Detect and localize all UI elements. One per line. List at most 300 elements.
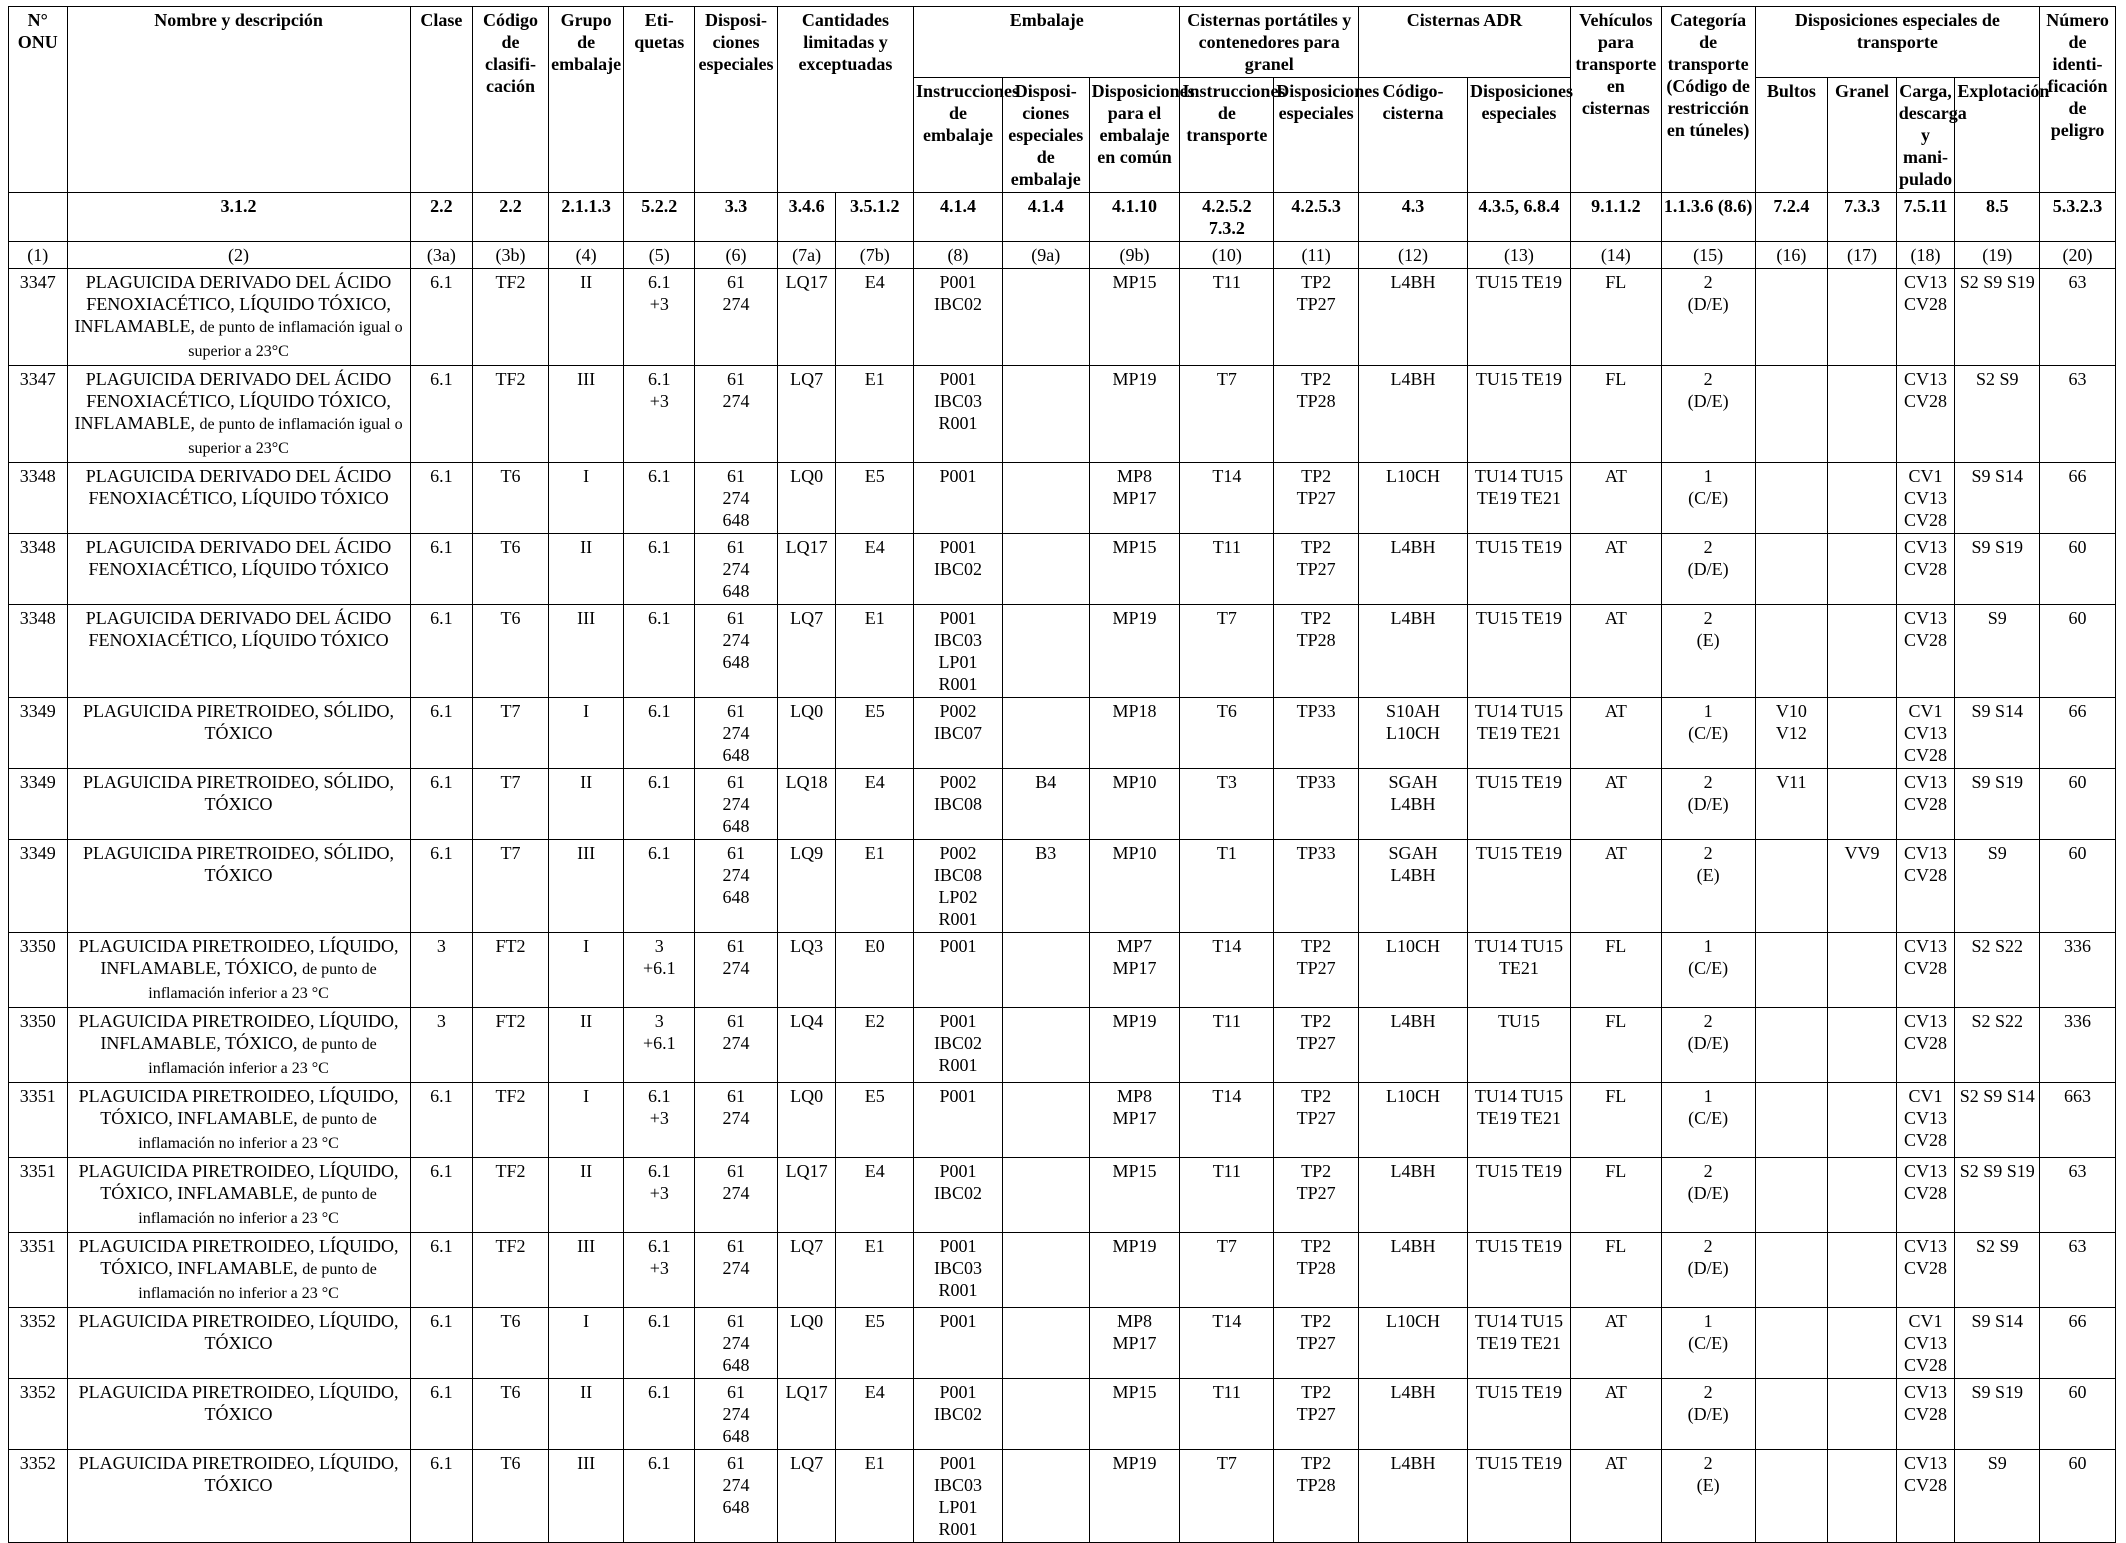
- un-number-cell: 3347: [9, 366, 68, 463]
- table-row: [9, 933, 2116, 1008]
- column-number-cell: (13): [1467, 242, 1570, 269]
- name-main: PLAGUICIDA PIRETROIDEO, SÓLIDO, TÓXICO: [83, 701, 395, 743]
- cell-c16: [1755, 269, 1828, 366]
- cell-etiq: 3 +6.1: [624, 933, 695, 1008]
- header-etiquetas: Eti-quetas: [624, 7, 695, 193]
- cell-c11: TP33: [1274, 698, 1359, 769]
- un-number-cell: 3348: [9, 463, 68, 534]
- cell-c8: P001: [914, 1083, 1003, 1158]
- column-number-cell: (19): [1955, 242, 2040, 269]
- header-codigo: Código de clasifi-cación: [473, 7, 549, 193]
- cell-c7b: E4: [836, 1158, 914, 1233]
- un-number-cell: 3349: [9, 840, 68, 933]
- cell-c18: CV13 CV28: [1896, 605, 1955, 698]
- cell-c16: V10 V12: [1755, 698, 1828, 769]
- column-number-cell: (14): [1570, 242, 1661, 269]
- table-row: [9, 1450, 2116, 1543]
- cell-c9a: B4: [1002, 769, 1089, 840]
- cell-c10: T7: [1180, 366, 1274, 463]
- header-adr-disp: Disposiciones especiales: [1467, 78, 1570, 193]
- table-row: [9, 1308, 2116, 1379]
- cell-c18: CV13 CV28: [1896, 1379, 1955, 1450]
- section-reference-row: [9, 193, 2116, 242]
- cell-c14: FL: [1570, 269, 1661, 366]
- cell-c10: T1: [1180, 840, 1274, 933]
- section-ref-cell: 7.2.4: [1755, 193, 1828, 242]
- header-emb-comun: Disposiciones para el embalaje en común: [1089, 78, 1180, 193]
- name-detail: de punto de inflamación no inferior a 23 °C: [138, 1186, 377, 1227]
- cell-c8: P001 IBC02: [914, 269, 1003, 366]
- cell-codigo: T6: [473, 534, 549, 605]
- cell-c13: TU14 TU15 TE19 TE21: [1467, 463, 1570, 534]
- cell-codigo: T6: [473, 1308, 549, 1379]
- cell-c17: [1828, 534, 1897, 605]
- cell-c20: 60: [2040, 1379, 2116, 1450]
- cell-c9b: MP15: [1089, 534, 1180, 605]
- cell-c9b: MP19: [1089, 366, 1180, 463]
- un-number-cell: 3351: [9, 1158, 68, 1233]
- cell-disp: 61 274 648: [695, 534, 778, 605]
- cell-c9b: MP19: [1089, 1450, 1180, 1543]
- cell-c19: S9 S14: [1955, 463, 2040, 534]
- cell-c8: P001: [914, 463, 1003, 534]
- table-row: [9, 698, 2116, 769]
- cell-c14: AT: [1570, 1308, 1661, 1379]
- cell-c8: P001 IBC03 R001: [914, 1233, 1003, 1308]
- name-main: PLAGUICIDA DERIVADO DEL ÁCIDO FENOXIACÉTICO, LÍQUIDO TÓXICO, INFLAMABLE,: [74, 369, 392, 433]
- cell-codigo: TF2: [473, 366, 549, 463]
- cell-c15: 2 (D/E): [1661, 366, 1755, 463]
- header-cantidades: Cantidades limitadas y exceptuadas: [777, 7, 913, 193]
- cell-c20: 66: [2040, 1308, 2116, 1379]
- header-vehiculos: Vehículos para transporte en cisternas: [1570, 7, 1661, 193]
- name-main: PLAGUICIDA PIRETROIDEO, SÓLIDO, TÓXICO: [83, 843, 395, 885]
- cell-codigo: T6: [473, 1379, 549, 1450]
- cell-c9b: MP10: [1089, 769, 1180, 840]
- cell-c11: TP2 TP28: [1274, 1450, 1359, 1543]
- cell-clase: 6.1: [410, 1308, 473, 1379]
- cell-grupo: II: [548, 534, 624, 605]
- cell-c7a: LQ17: [777, 269, 836, 366]
- cell-c19: S2 S9 S19: [1955, 1158, 2040, 1233]
- cell-c14: AT: [1570, 1379, 1661, 1450]
- header-explotacion: Explotación: [1955, 78, 2040, 193]
- name-cell: [67, 1158, 410, 1233]
- column-number-cell: (3b): [473, 242, 549, 269]
- cell-clase: 6.1: [410, 605, 473, 698]
- cell-c9a: [1002, 366, 1089, 463]
- cell-c15: 2 (D/E): [1661, 269, 1755, 366]
- cell-codigo: TF2: [473, 1233, 549, 1308]
- cell-codigo: FT2: [473, 1008, 549, 1083]
- cell-etiq: 6.1: [624, 534, 695, 605]
- cell-disp: 61 274 648: [695, 1379, 778, 1450]
- cell-c16: [1755, 1450, 1828, 1543]
- cell-c10: T6: [1180, 698, 1274, 769]
- cell-c19: S9 S19: [1955, 1379, 2040, 1450]
- column-number-cell: (9b): [1089, 242, 1180, 269]
- cell-c7a: LQ3: [777, 933, 836, 1008]
- cell-grupo: II: [548, 1008, 624, 1083]
- cell-c14: FL: [1570, 366, 1661, 463]
- cell-c7a: LQ7: [777, 366, 836, 463]
- cell-c9b: MP7 MP17: [1089, 933, 1180, 1008]
- cell-c19: S9 S19: [1955, 534, 2040, 605]
- cell-clase: 6.1: [410, 366, 473, 463]
- cell-c20: 60: [2040, 534, 2116, 605]
- cell-c15: 1 (C/E): [1661, 463, 1755, 534]
- cell-disp: 61 274 648: [695, 840, 778, 933]
- header-bultos: Bultos: [1755, 78, 1828, 193]
- cell-c19: S2 S22: [1955, 933, 2040, 1008]
- cell-c15: 2 (D/E): [1661, 1233, 1755, 1308]
- cell-c20: 663: [2040, 1083, 2116, 1158]
- cell-c14: FL: [1570, 1008, 1661, 1083]
- cell-c20: 336: [2040, 933, 2116, 1008]
- section-ref-cell: 5.3.2.3: [2040, 193, 2116, 242]
- table-row: [9, 769, 2116, 840]
- cell-c7a: LQ0: [777, 1308, 836, 1379]
- section-ref-cell: 4.3: [1359, 193, 1468, 242]
- section-ref-cell: 7.5.11: [1896, 193, 1955, 242]
- cell-c15: 2 (D/E): [1661, 769, 1755, 840]
- un-number-cell: 3350: [9, 933, 68, 1008]
- cell-clase: 6.1: [410, 1083, 473, 1158]
- section-ref-cell: 2.2: [410, 193, 473, 242]
- cell-etiq: 6.1: [624, 1379, 695, 1450]
- cell-c7a: LQ17: [777, 534, 836, 605]
- name-detail: de punto de inflamación no inferior a 23 °C: [138, 1261, 377, 1302]
- table-row: [9, 534, 2116, 605]
- cell-c12: L4BH: [1359, 269, 1468, 366]
- cell-c18: CV13 CV28: [1896, 769, 1955, 840]
- header-disp-transporte: Disposiciones especiales de transporte: [1755, 7, 2040, 78]
- name-main: PLAGUICIDA PIRETROIDEO, LÍQUIDO, TÓXICO, INFLAMABLE,: [78, 1161, 399, 1203]
- cell-etiq: 6.1 +3: [624, 366, 695, 463]
- cell-c12: L4BH: [1359, 1379, 1468, 1450]
- cell-etiq: 6.1: [624, 605, 695, 698]
- cell-c11: TP2 TP28: [1274, 605, 1359, 698]
- cell-clase: 6.1: [410, 1450, 473, 1543]
- cell-grupo: II: [548, 769, 624, 840]
- cell-clase: 6.1: [410, 698, 473, 769]
- un-number-cell: 3347: [9, 269, 68, 366]
- name-cell: [67, 534, 410, 605]
- cell-c10: T14: [1180, 463, 1274, 534]
- name-main: PLAGUICIDA DERIVADO DEL ÁCIDO FENOXIACÉTICO, LÍQUIDO TÓXICO: [85, 537, 392, 579]
- cell-c17: [1828, 605, 1897, 698]
- cell-etiq: 6.1: [624, 698, 695, 769]
- header-grupo: Grupo de embalaje: [548, 7, 624, 193]
- cell-codigo: TF2: [473, 1083, 549, 1158]
- name-detail: de punto de inflamación igual o superior a 23°C: [188, 319, 403, 360]
- cell-c18: CV13 CV28: [1896, 933, 1955, 1008]
- cell-c8: P001 IBC02: [914, 1379, 1003, 1450]
- cell-c9a: [1002, 463, 1089, 534]
- cell-c9b: MP19: [1089, 605, 1180, 698]
- column-number-cell: (3a): [410, 242, 473, 269]
- cell-disp: 61 274: [695, 1233, 778, 1308]
- cell-c7a: LQ9: [777, 840, 836, 933]
- table-row: [9, 605, 2116, 698]
- cell-c17: [1828, 1233, 1897, 1308]
- cell-c14: FL: [1570, 933, 1661, 1008]
- column-number-cell: (16): [1755, 242, 1828, 269]
- cell-c18: CV13 CV28: [1896, 1158, 1955, 1233]
- cell-c7b: E4: [836, 769, 914, 840]
- header-adr-codigo: Código-cisterna: [1359, 78, 1468, 193]
- column-number-cell: (7a): [777, 242, 836, 269]
- cell-c16: [1755, 463, 1828, 534]
- cell-c20: 336: [2040, 1008, 2116, 1083]
- cell-c11: TP33: [1274, 769, 1359, 840]
- section-ref-cell: 7.3.3: [1828, 193, 1897, 242]
- cell-etiq: 6.1: [624, 463, 695, 534]
- header-carga: Carga, descarga y mani-pulado: [1896, 78, 1955, 193]
- cell-c7a: LQ0: [777, 1083, 836, 1158]
- cell-c10: T7: [1180, 605, 1274, 698]
- cell-c15: 2 (D/E): [1661, 1008, 1755, 1083]
- name-main: PLAGUICIDA DERIVADO DEL ÁCIDO FENOXIACÉTICO, LÍQUIDO TÓXICO: [85, 466, 392, 508]
- cell-clase: 3: [410, 933, 473, 1008]
- cell-c11: TP2 TP27: [1274, 1158, 1359, 1233]
- cell-c12: SGAH L4BH: [1359, 769, 1468, 840]
- header-cisternas-portatiles: Cisternas portátiles y contenedores para granel: [1180, 7, 1359, 78]
- cell-c12: L4BH: [1359, 534, 1468, 605]
- column-number-row: [9, 242, 2116, 269]
- cell-c17: [1828, 1308, 1897, 1379]
- cell-c7a: LQ7: [777, 605, 836, 698]
- cell-c12: S10AH L10CH: [1359, 698, 1468, 769]
- cell-c18: CV13 CV28: [1896, 840, 1955, 933]
- cell-c12: L4BH: [1359, 366, 1468, 463]
- cell-c9a: [1002, 605, 1089, 698]
- cell-c16: [1755, 1083, 1828, 1158]
- section-ref-cell: [9, 193, 68, 242]
- cell-c14: FL: [1570, 1158, 1661, 1233]
- cell-c11: TP2 TP27: [1274, 1379, 1359, 1450]
- section-ref-cell: 8.5: [1955, 193, 2040, 242]
- cell-c13: TU14 TU15 TE19 TE21: [1467, 1308, 1570, 1379]
- cell-c7b: E5: [836, 1308, 914, 1379]
- cell-c15: 2 (D/E): [1661, 534, 1755, 605]
- cell-c10: T3: [1180, 769, 1274, 840]
- cell-c8: P002 IBC07: [914, 698, 1003, 769]
- column-number-cell: (11): [1274, 242, 1359, 269]
- cell-grupo: III: [548, 1450, 624, 1543]
- cell-c11: TP2 TP28: [1274, 366, 1359, 463]
- cell-etiq: 6.1 +3: [624, 1083, 695, 1158]
- name-detail: de punto de inflamación no inferior a 23 °C: [138, 1111, 377, 1152]
- cell-clase: 6.1: [410, 463, 473, 534]
- cell-c17: [1828, 769, 1897, 840]
- cell-c18: CV13 CV28: [1896, 534, 1955, 605]
- cell-c9a: [1002, 269, 1089, 366]
- cell-c19: S2 S9 S14: [1955, 1083, 2040, 1158]
- cell-c20: 60: [2040, 605, 2116, 698]
- column-number-cell: (10): [1180, 242, 1274, 269]
- cell-c10: T11: [1180, 534, 1274, 605]
- cell-c7b: E1: [836, 1233, 914, 1308]
- cell-c19: S9: [1955, 1450, 2040, 1543]
- table-row: [9, 269, 2116, 366]
- cell-c12: L4BH: [1359, 605, 1468, 698]
- cell-c13: TU15 TE19: [1467, 269, 1570, 366]
- cell-c12: L10CH: [1359, 1308, 1468, 1379]
- un-number-cell: 3351: [9, 1083, 68, 1158]
- cell-c10: T11: [1180, 1008, 1274, 1083]
- cell-c7a: LQ18: [777, 769, 836, 840]
- cell-c11: TP2 TP27: [1274, 1308, 1359, 1379]
- cell-etiq: 6.1: [624, 1308, 695, 1379]
- cell-c18: CV1 CV13 CV28: [1896, 1083, 1955, 1158]
- cell-c17: [1828, 698, 1897, 769]
- name-main: PLAGUICIDA PIRETROIDEO, SÓLIDO, TÓXICO: [83, 772, 395, 814]
- table-row: [9, 1379, 2116, 1450]
- header-categoria: Categoría de transporte (Código de restricción en túneles): [1661, 7, 1755, 193]
- name-cell: [67, 933, 410, 1008]
- cell-c13: TU14 TU15 TE19 TE21: [1467, 698, 1570, 769]
- cell-c9b: MP15: [1089, 269, 1180, 366]
- cell-clase: 6.1: [410, 534, 473, 605]
- column-number-cell: (17): [1828, 242, 1897, 269]
- cell-c10: T7: [1180, 1450, 1274, 1543]
- cell-c10: T7: [1180, 1233, 1274, 1308]
- cell-disp: 61 274: [695, 1083, 778, 1158]
- cell-c16: [1755, 933, 1828, 1008]
- cell-c7b: E2: [836, 1008, 914, 1083]
- cell-c11: TP2 TP27: [1274, 1008, 1359, 1083]
- un-number-cell: 3352: [9, 1450, 68, 1543]
- cell-etiq: 6.1: [624, 1450, 695, 1543]
- cell-c17: VV9: [1828, 840, 1897, 933]
- cell-c20: 60: [2040, 769, 2116, 840]
- name-main: PLAGUICIDA DERIVADO DEL ÁCIDO FENOXIACÉTICO, LÍQUIDO TÓXICO: [85, 608, 392, 650]
- name-cell: [67, 698, 410, 769]
- un-number-cell: 3350: [9, 1008, 68, 1083]
- name-cell: [67, 463, 410, 534]
- cell-c7a: LQ0: [777, 463, 836, 534]
- cell-c7a: LQ7: [777, 1233, 836, 1308]
- cell-grupo: III: [548, 366, 624, 463]
- cell-c18: CV13 CV28: [1896, 366, 1955, 463]
- cell-c13: TU15 TE19: [1467, 1158, 1570, 1233]
- cell-c11: TP2 TP27: [1274, 269, 1359, 366]
- cell-c9a: [1002, 1379, 1089, 1450]
- cell-c9a: [1002, 1233, 1089, 1308]
- cell-c9a: [1002, 698, 1089, 769]
- cell-c7b: E5: [836, 463, 914, 534]
- section-ref-cell: 4.1.4: [1002, 193, 1089, 242]
- cell-c13: TU15 TE19: [1467, 534, 1570, 605]
- name-cell: [67, 840, 410, 933]
- cell-c9b: MP18: [1089, 698, 1180, 769]
- cell-disp: 61 274: [695, 366, 778, 463]
- cell-c8: P001 IBC02: [914, 1158, 1003, 1233]
- cell-grupo: II: [548, 1379, 624, 1450]
- cell-grupo: III: [548, 605, 624, 698]
- cell-c8: P001: [914, 1308, 1003, 1379]
- cell-c13: TU15 TE19: [1467, 1233, 1570, 1308]
- cell-clase: 6.1: [410, 840, 473, 933]
- cell-c14: AT: [1570, 605, 1661, 698]
- cell-etiq: 6.1: [624, 769, 695, 840]
- name-detail: de punto de inflamación inferior a 23 °C: [148, 961, 377, 1002]
- cell-c16: [1755, 366, 1828, 463]
- cell-grupo: I: [548, 1083, 624, 1158]
- cell-etiq: 6.1 +3: [624, 269, 695, 366]
- cell-c18: CV13 CV28: [1896, 1008, 1955, 1083]
- cell-c7b: E0: [836, 933, 914, 1008]
- header-embalaje: Embalaje: [914, 7, 1180, 78]
- cell-c10: T14: [1180, 1308, 1274, 1379]
- cell-c10: T14: [1180, 933, 1274, 1008]
- cell-codigo: FT2: [473, 933, 549, 1008]
- cell-clase: 6.1: [410, 1233, 473, 1308]
- cell-c16: [1755, 534, 1828, 605]
- table-row: [9, 1008, 2116, 1083]
- cell-c7a: LQ0: [777, 698, 836, 769]
- cell-c12: L10CH: [1359, 1083, 1468, 1158]
- cell-c9a: [1002, 1008, 1089, 1083]
- cell-c7b: E4: [836, 534, 914, 605]
- cell-c14: AT: [1570, 840, 1661, 933]
- cell-clase: 6.1: [410, 1158, 473, 1233]
- cell-c9b: MP8 MP17: [1089, 1308, 1180, 1379]
- cell-c9b: MP10: [1089, 840, 1180, 933]
- cell-c13: TU15 TE19: [1467, 605, 1570, 698]
- cell-codigo: T7: [473, 698, 549, 769]
- name-main: PLAGUICIDA PIRETROIDEO, LÍQUIDO, TÓXICO: [78, 1311, 399, 1353]
- cell-c15: 1 (C/E): [1661, 933, 1755, 1008]
- cell-c15: 2 (D/E): [1661, 1158, 1755, 1233]
- name-cell: [67, 605, 410, 698]
- cell-disp: 61 274: [695, 1158, 778, 1233]
- table-row: [9, 1083, 2116, 1158]
- cell-c8: P001 IBC03 R001: [914, 366, 1003, 463]
- cell-c9a: [1002, 933, 1089, 1008]
- cell-grupo: I: [548, 463, 624, 534]
- cell-c11: TP2 TP27: [1274, 534, 1359, 605]
- cell-etiq: 6.1 +3: [624, 1233, 695, 1308]
- cell-codigo: T7: [473, 840, 549, 933]
- header-granel: Granel: [1828, 78, 1897, 193]
- column-number-cell: (6): [695, 242, 778, 269]
- cell-c12: SGAH L4BH: [1359, 840, 1468, 933]
- cell-c20: 63: [2040, 1233, 2116, 1308]
- column-number-cell: (1): [9, 242, 68, 269]
- cell-c20: 60: [2040, 840, 2116, 933]
- cell-grupo: III: [548, 840, 624, 933]
- cell-c18: CV1 CV13 CV28: [1896, 463, 1955, 534]
- cell-c17: [1828, 1379, 1897, 1450]
- cell-c7a: LQ4: [777, 1008, 836, 1083]
- cell-c17: [1828, 1008, 1897, 1083]
- cell-disp: 61 274 648: [695, 769, 778, 840]
- header-clase: Clase: [410, 7, 473, 193]
- cell-grupo: I: [548, 698, 624, 769]
- cell-c14: AT: [1570, 1450, 1661, 1543]
- cell-c14: FL: [1570, 1233, 1661, 1308]
- cell-c14: AT: [1570, 534, 1661, 605]
- cell-c9b: MP15: [1089, 1158, 1180, 1233]
- cell-c19: S9: [1955, 605, 2040, 698]
- section-ref-cell: 2.1.1.3: [548, 193, 624, 242]
- cell-c19: S2 S9: [1955, 1233, 2040, 1308]
- section-ref-cell: 3.5.1.2: [836, 193, 914, 242]
- cell-c11: TP33: [1274, 840, 1359, 933]
- cell-grupo: I: [548, 1308, 624, 1379]
